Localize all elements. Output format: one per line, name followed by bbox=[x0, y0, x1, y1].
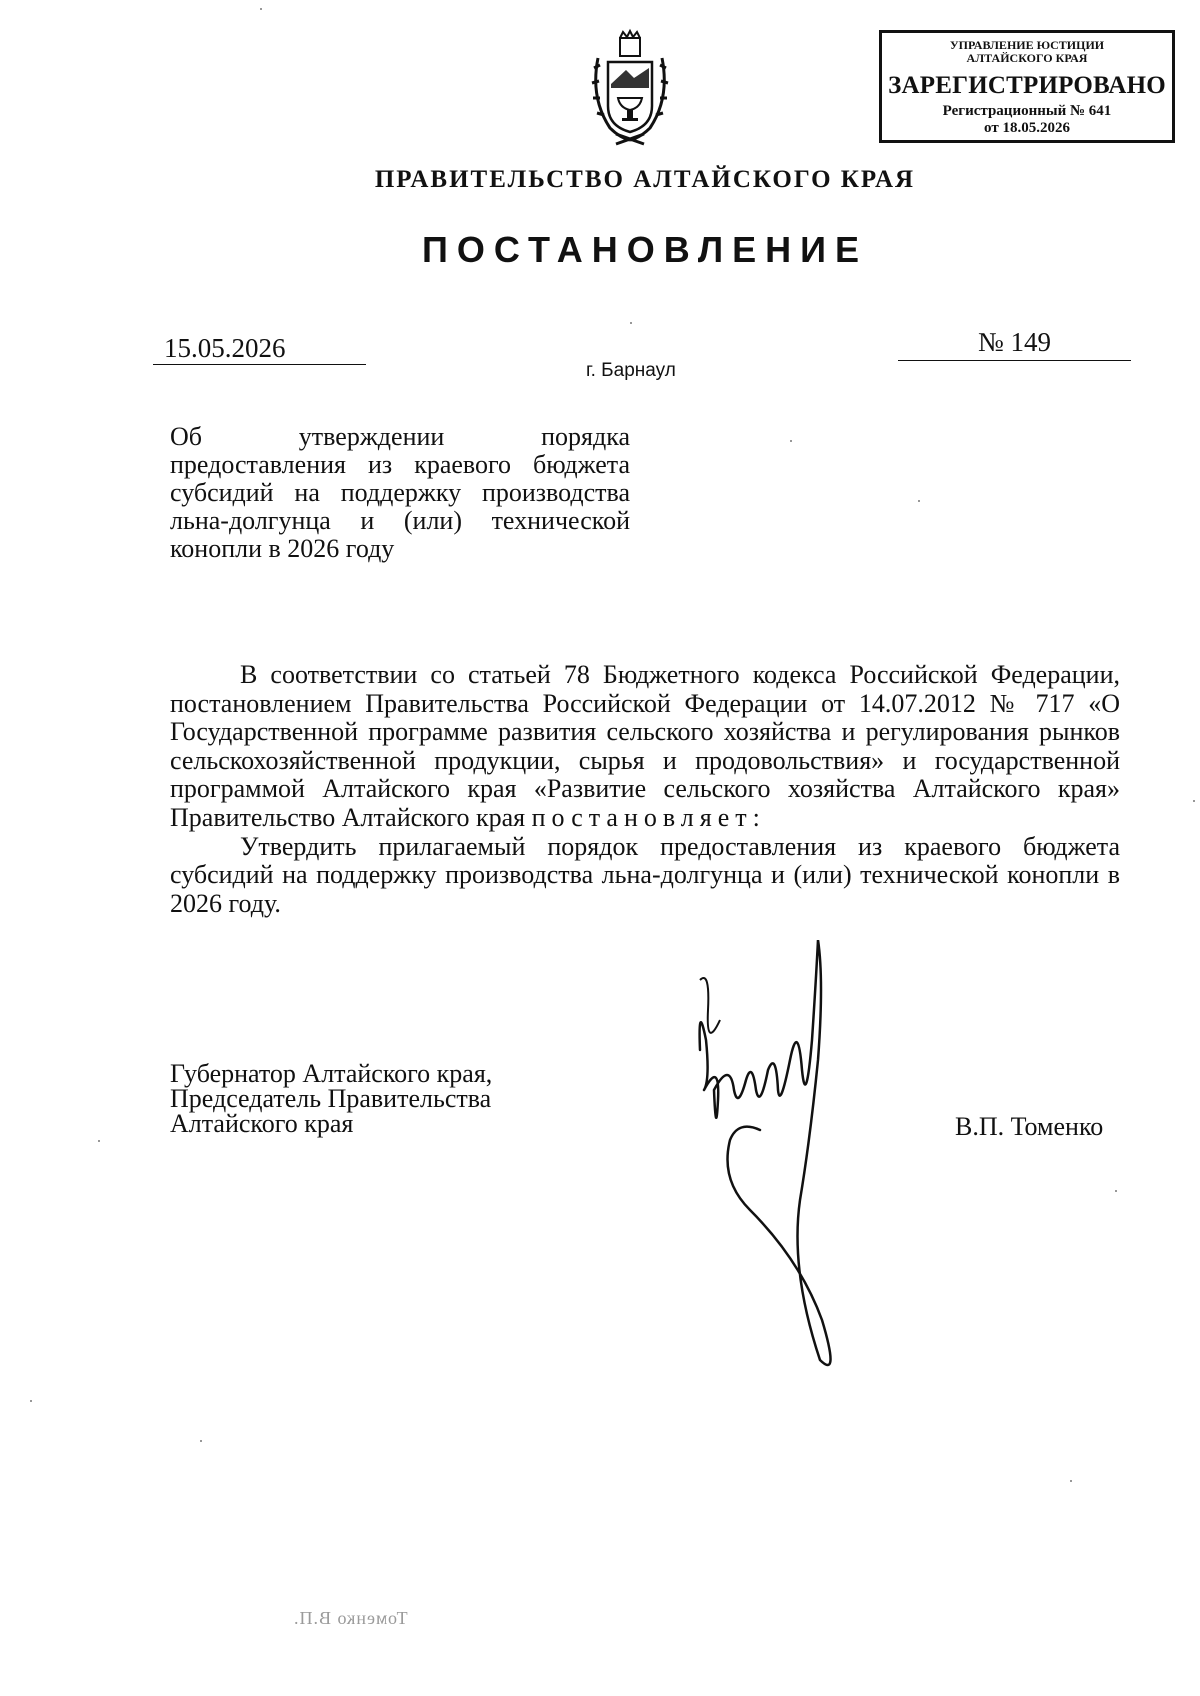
scan-speck bbox=[918, 500, 920, 502]
stamp-organization bbox=[882, 39, 1172, 65]
body-paragraph-1-text: В соответствии со статьей 78 Бюджетного кодекса Российской Федерации, постановлением Правительства Российской Федерации от 14.07.2012 № 717 «О Государственной программе развития сельского хозяйства и регулирования рынков сельскохозяйственной продукции, сырья и продовольствия» и государственной программой Алтайского края «Развитие сельского хозяйства Алтайского края» Правительство Алтайского края bbox=[170, 660, 1120, 832]
body-paragraph-1 bbox=[170, 661, 1120, 833]
scan-speck bbox=[260, 8, 262, 10]
scan-speck bbox=[200, 1440, 202, 1442]
scan-speck bbox=[630, 322, 632, 324]
document-subject: Об утверждении порядка предоставления из краевого бюджета субсидий на поддержку производства льна-долгунца и (или) технической конопли в 2026 году bbox=[170, 422, 630, 563]
registration-stamp bbox=[879, 30, 1175, 143]
signatory-title-line3: Алтайского края bbox=[170, 1109, 354, 1138]
scan-speck bbox=[790, 440, 792, 442]
coat-of-arms-emblem bbox=[580, 28, 680, 150]
scan-speck bbox=[30, 1400, 32, 1402]
scan-speck bbox=[1070, 1480, 1072, 1482]
bleed-through-text: Томенко В.П. bbox=[293, 1608, 408, 1628]
document-city: г. Барнаул bbox=[586, 360, 676, 381]
document-type-heading: ПОСТАНОВЛЕНИЕ bbox=[422, 229, 868, 270]
document-body bbox=[170, 661, 1120, 918]
scan-speck bbox=[98, 1140, 100, 1142]
signatory-title bbox=[170, 1061, 492, 1136]
resolves-word: постановляет: bbox=[531, 802, 766, 832]
scan-speck bbox=[1193, 800, 1195, 802]
stamp-registration-number: Регистрационный № 641 bbox=[942, 103, 1112, 119]
stamp-org-line1: УПРАВЛЕНИЕ ЮСТИЦИИ bbox=[949, 38, 1105, 52]
stamp-date: от 18.05.2026 bbox=[984, 120, 1070, 136]
stamp-org-line2: АЛТАЙСКОГО КРАЯ bbox=[966, 51, 1088, 65]
scan-speck bbox=[1115, 1190, 1117, 1192]
government-heading: ПРАВИТЕЛЬСТВО АЛТАЙСКОГО КРАЯ bbox=[374, 166, 916, 193]
stamp-status: ЗАРЕГИСТРИРОВАНО bbox=[888, 72, 1166, 99]
document-date: 15.05.2026 bbox=[153, 332, 366, 365]
document-number: № 149 bbox=[898, 324, 1131, 361]
signatory-name: В.П. Томенко bbox=[955, 1112, 1104, 1141]
signatory-title-line2: Председатель Правительства bbox=[170, 1084, 492, 1113]
handwritten-signature bbox=[690, 940, 870, 1380]
signatory-title-line1: Губернатор Алтайского края, bbox=[170, 1059, 493, 1088]
body-paragraph-2: Утвердить прилагаемый порядок предоставления из краевого бюджета субсидий на поддержку производства льна-долгунца и (или) технической конопли в 2026 году. bbox=[170, 831, 1120, 918]
